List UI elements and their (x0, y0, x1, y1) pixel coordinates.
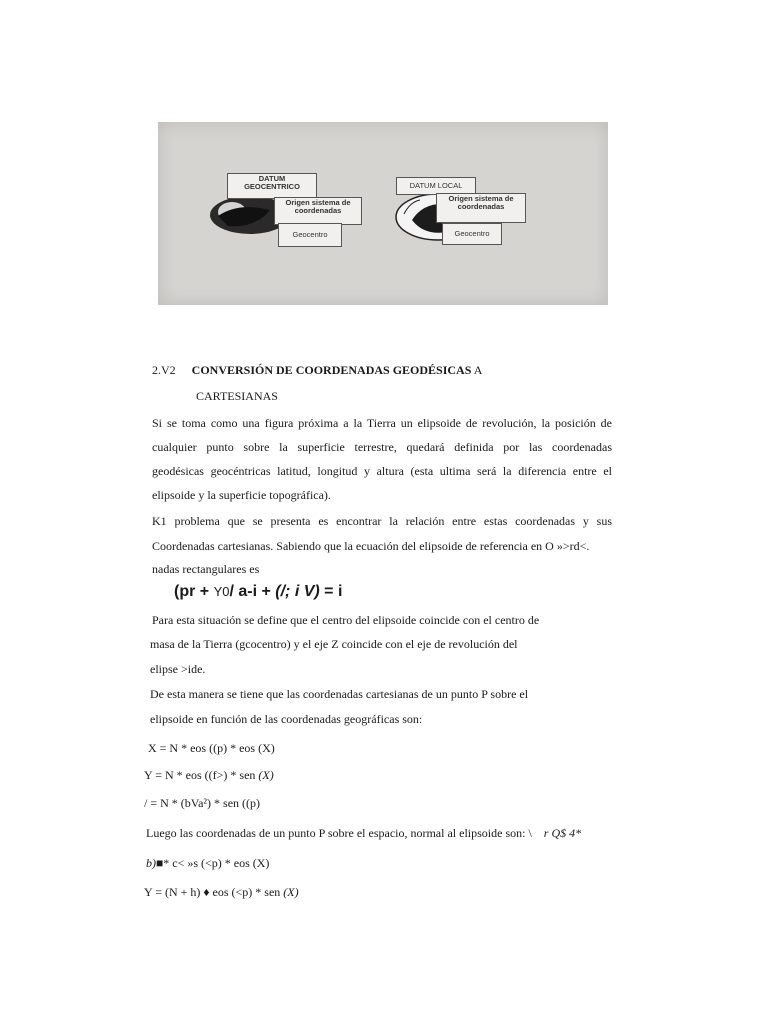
para1-line1: Si se toma como una figura próxima a la Tierra un elipsoide de revolución, la posición de (152, 416, 612, 430)
section-title-line2: CARTESIANAS (196, 389, 278, 403)
section-title: CONVERSIÓN DE COORDENADAS GEODÉSICAS (191, 363, 472, 377)
formula-y-tail: (X) (258, 768, 274, 782)
formula-y-main: Y = N * eos ((f>) * sen (144, 768, 259, 782)
formula-z: / = N * (bVa²) * sen ((p) (144, 796, 261, 810)
datum-illustration (158, 122, 608, 305)
formula-y2-tail: (X) (283, 885, 299, 899)
para3-line2: masa de la Tierra (gcocentro) y el eje Z coincide con el eje de revolución del (150, 637, 518, 651)
para2-line3: nadas rectangulares es (152, 562, 260, 576)
para1-line2: cualquier punto sobre la superficie terrestre, quedará definida por las coordenadas (152, 440, 612, 454)
section-number: 2.V2 (152, 363, 176, 377)
para3-line1: Para esta situación se define que el centro del elipsoide coincide con el centro de (152, 613, 540, 627)
equation-part-a: (pr + (174, 583, 214, 600)
equation-part-d: (/; i V) (275, 583, 320, 600)
equation-part-e: = i (319, 583, 343, 600)
formula-y (144, 768, 274, 782)
para1-line4: elipsoide y la superficie topográfica). (152, 488, 331, 502)
label-geocentro-left: Geocentro (278, 223, 342, 247)
para4-line1: De esta manera se tiene que las coordenadas cartesianas de un punto P sobre el (150, 687, 529, 701)
label-datum-geocentrico: DATUM GEOCENTRICO (227, 173, 317, 199)
label-origen-right: Origen sistema de coordenadas (436, 193, 526, 223)
formula-y2-main: Y = (N + h) ♦ eos (<p) * sen (144, 885, 284, 899)
para5-main: Luego las coordenadas de un punto P sobre el espacio, normal al elipsoide son: \ (146, 826, 532, 840)
para4-line2: elipsoide en función de las coordenadas geográficas son: (150, 712, 423, 726)
formula-x: X = N * eos ((p) * eos (X) (148, 741, 275, 755)
label-origen-left: Origen sistema de coordenadas (274, 197, 362, 225)
para3-line3: elipse >ide. (150, 662, 206, 676)
ellipsoid-equation (174, 583, 342, 601)
label-geocentro-right: Geocentro (442, 223, 502, 245)
para5-tail: r Q$ 4* (543, 826, 582, 840)
para2-line1: K1 problema que se presenta es encontrar la relación entre estas coordenadas y sus (152, 514, 612, 528)
formula-b-head: b) (146, 856, 156, 870)
formula-b (146, 856, 269, 870)
label-datum-local: DATUM LOCAL (396, 177, 476, 195)
section-heading (152, 363, 482, 377)
para2-line2: Coordenadas cartesianas. Sabiendo que la ecuación del elipsoide de referencia en O »>rd<. (152, 539, 590, 553)
para5-line (146, 826, 581, 840)
datum-figure (158, 122, 608, 305)
formula-b-rest: ■* c< »s (<p) * eos (X) (156, 856, 270, 870)
equation-part-b: Y0 (213, 584, 230, 599)
formula-y2 (144, 885, 299, 899)
section-title-tail: A (473, 363, 483, 377)
para1-line3: geodésicas geocéntricas latitud, longitud y altura (esta ultima será la diferencia entre el (152, 464, 612, 478)
equation-part-c: / a-i + (229, 583, 276, 600)
